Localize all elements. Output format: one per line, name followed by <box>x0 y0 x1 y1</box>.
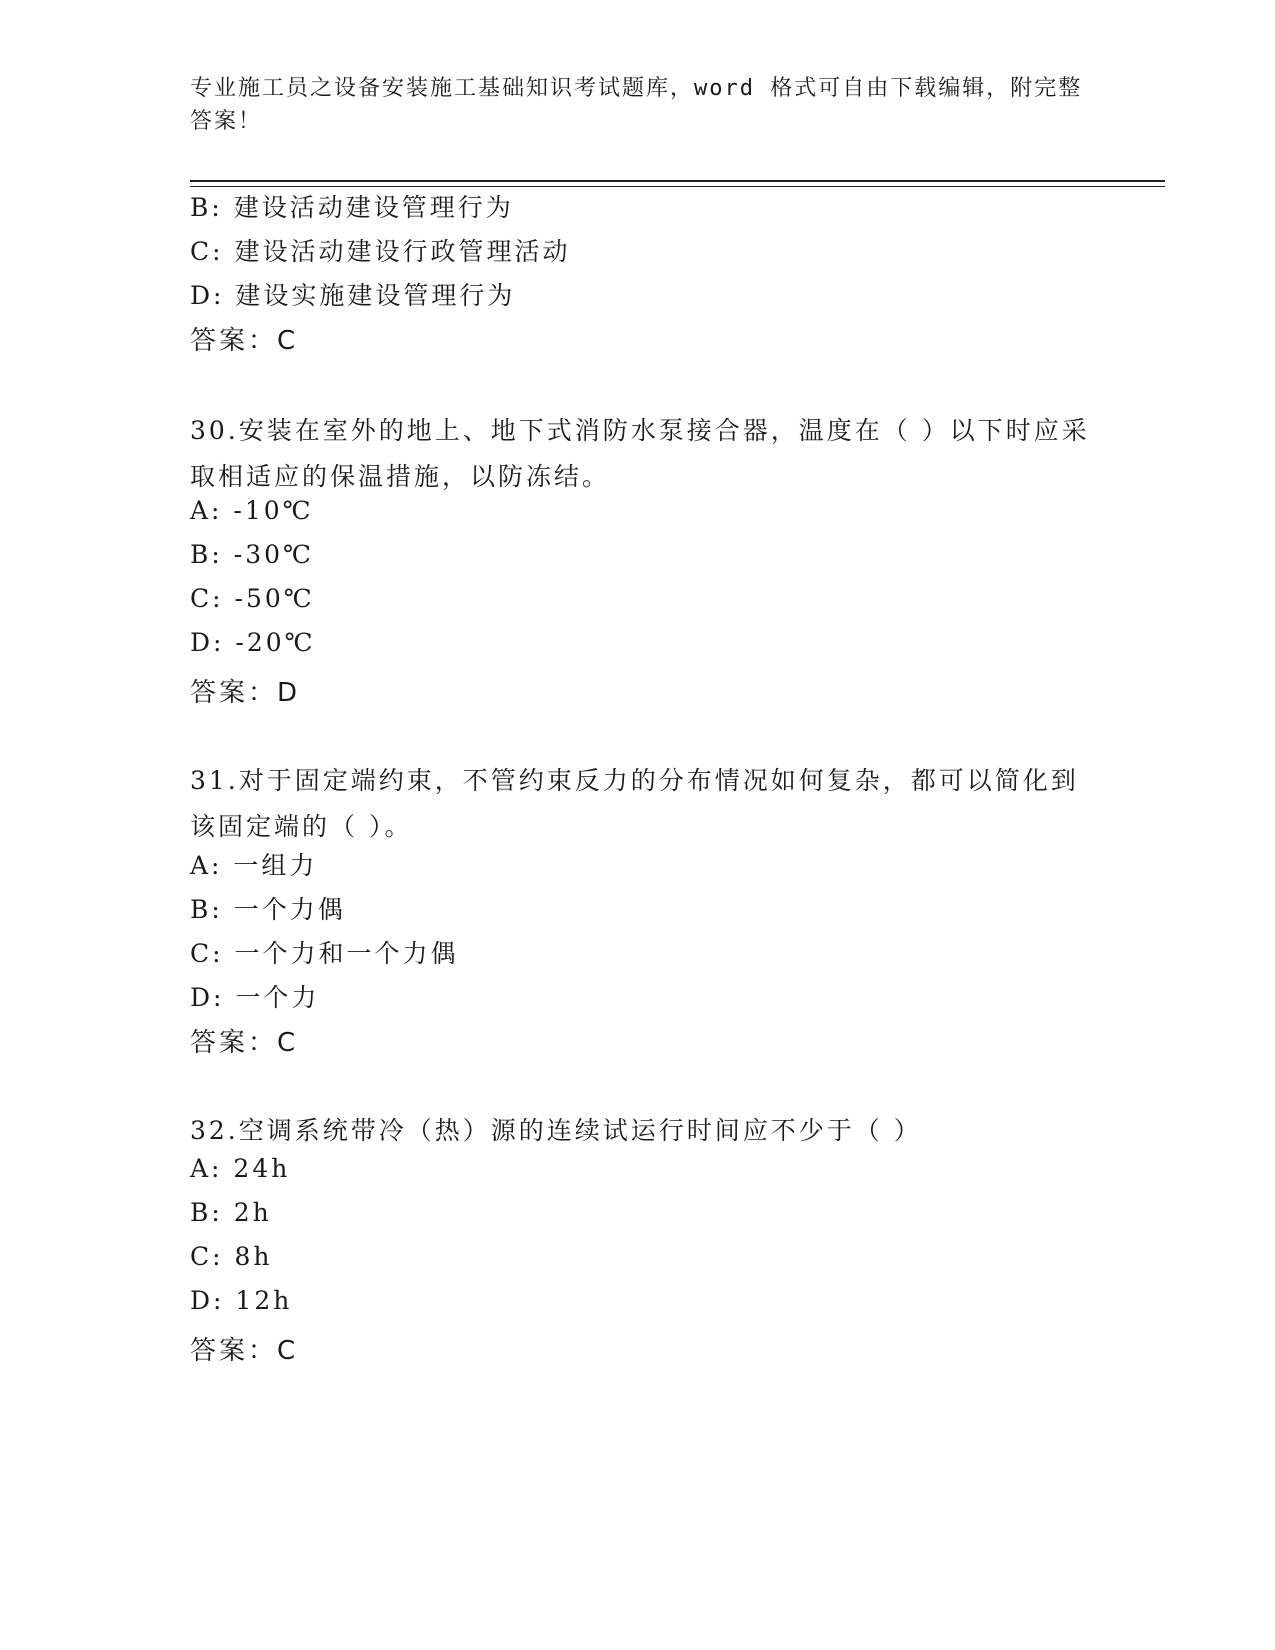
option-d: D: 12h <box>190 1286 293 1315</box>
option-a: A: 一组力 <box>190 851 318 880</box>
option-c: C: 8h <box>190 1242 273 1271</box>
answer: 答案：C <box>190 1336 299 1366</box>
option-b: B: 一个力偶 <box>190 895 346 924</box>
option-b: B: 建设活动建设管理行为 <box>190 193 514 222</box>
option-a: A: -10℃ <box>190 496 314 525</box>
option-b: B: -30℃ <box>190 540 314 569</box>
option-b: B: 2h <box>190 1198 272 1227</box>
option-c: C: 一个力和一个力偶 <box>190 939 459 968</box>
question-text: 31.对于固定端约束，不管约束反力的分布情况如何复杂，都可以简化到该固定端的（ ）。 <box>190 766 1079 841</box>
header-divider-thin <box>190 186 1165 187</box>
option-d: D: 一个力 <box>190 983 320 1012</box>
option-a: A: 24h <box>190 1154 291 1183</box>
option-c: C: -50℃ <box>190 584 315 613</box>
option-d: D: 建设实施建设管理行为 <box>190 281 516 310</box>
question-text: 30.安装在室外的地上、地下式消防水泵接合器，温度在（ ）以下时应采取相适应的保温措施，以防冻结。 <box>190 416 1090 491</box>
option-d: D: -20℃ <box>190 628 316 657</box>
question-text: 32.空调系统带冷（热）源的连续试运行时间应不少于（ ） <box>190 1116 922 1145</box>
header-divider <box>190 180 1165 182</box>
answer: 答案：C <box>190 326 299 356</box>
document-header: 专业施工员之设备安装施工基础知识考试题库，word 格式可自由下载编辑，附完整答案！ <box>190 76 1083 134</box>
answer: 答案：C <box>190 1028 299 1058</box>
option-c: C: 建设活动建设行政管理活动 <box>190 237 571 266</box>
answer: 答案：D <box>190 678 301 708</box>
